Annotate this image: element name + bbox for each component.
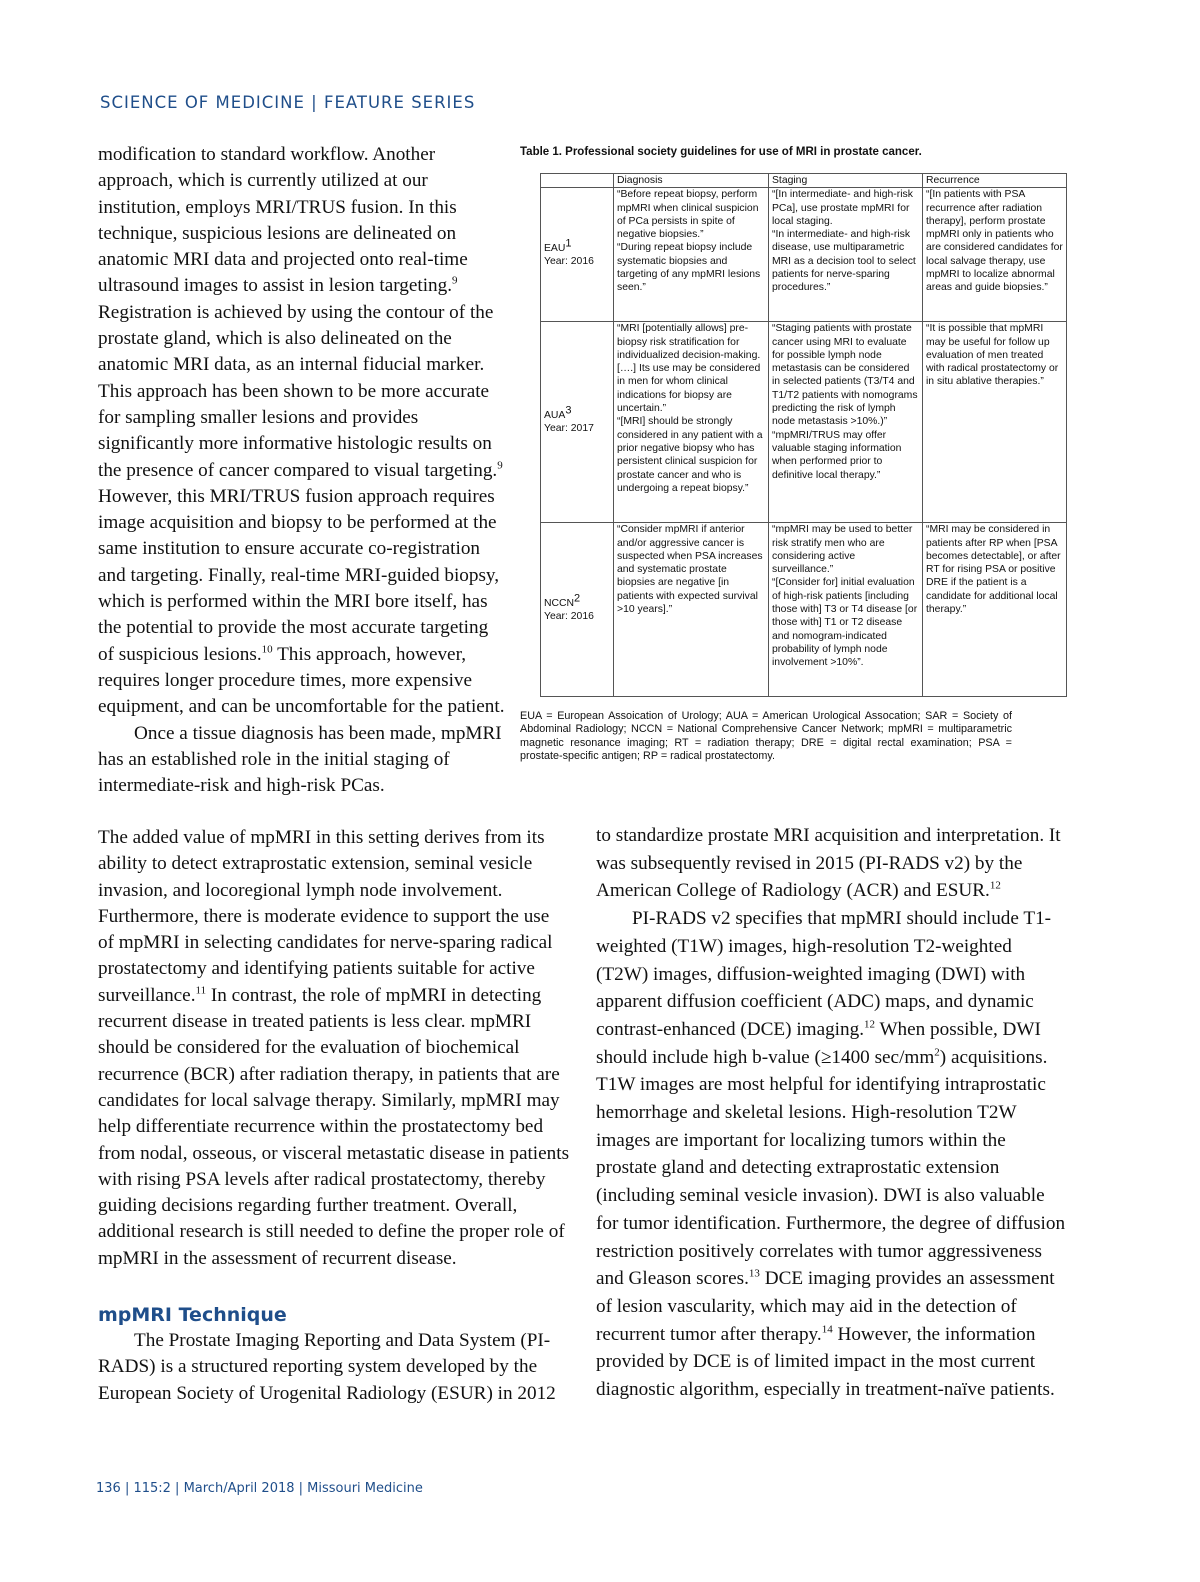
table-row — [541, 322, 1067, 523]
right-column — [596, 822, 1066, 1404]
paragraph: modification to standard workflow. Another approach, which is currently utilized at our institution, employs MRI/TRUS fusion. In this technique, suspicious lesions are delineated on anatomic MRI data and projected onto real-time ultrasound images to assist in lesion targeting.$^9$ Registration is achieved by using the contour of the prostate gland, which is also delineated on the anatomic MRI data, as an internal fiducial marker. This approach has been shown to be more accurate for sampling smaller lesions and provides significantly more informative histologic results on the presence of cancer compared to visual targeting.$^9$ However, this MRI/TRUS fusion approach requires image acquisition and biopsy to be performed at the same institution to ensure accurate co-registration and targeting. Finally, real-time MRI-guided biopsy, which is performed within the MRI bore itself, has the potential to provide the most accurate targeting of suspicious lesions.$^{10}$ This approach, however, requires longer procedure times, more expensive equipment, and can be uncomfortable for the patient. — [98, 144, 505, 718]
table-row — [541, 523, 1067, 697]
paragraph: The added value of mpMRI in this setting derives from its ability to detect extraprostatic extension, seminal vesicle invasion, and locoregional lymph node involvement. Furthermore, there is moderate evidence to support the use of mpMRI in selecting candidates for nerve-sparing radical prostatectomy and identifying patients suitable for active surveillance.$^{11}$ In contrast, the role of mpMRI in detecting recurrent disease in treated patients is less clear. mpMRI should be considered for the evaluation of biochemical recurrence (BCR) after radiation therapy, in patients that are candidates for local salvage therapy. Similarly, mpMRI may help differentiate recurrence within the prostatectomy bed from nodal, osseous, or visceral metastatic disease in patients with rising PSA levels after radical prostatectomy, thereby guiding decisions regarding further treatment. Overall, additional research is still needed to define the proper role of mpMRI in the assessment of recurrent disease. — [98, 827, 570, 1269]
table-cell-org: EAU$^1$ Year: 2016 — [541, 188, 614, 322]
citation: 11 — [195, 984, 207, 997]
table-cell: “MRI [potentially allows] pre-biopsy risk stratification for individualized decision-making. [….] Its use may be considered in men for whom clinical indications for biopsy are uncertain.” “[MRI] should be strongly considered in any patient with a prior negative biopsy who has persistent clinical suspicion for prostate cancer and who is undergoing a repeat biopsy.” — [614, 322, 769, 523]
table-cell: “[In patients with PSA recurrence after radiation therapy], perform prostate mpMRI only in patients who are considered candidates for local salvage therapy, use mpMRI to localize abnormal areas and guide biopsies.” — [923, 188, 1067, 322]
section-heading: mpMRI Technique — [98, 1304, 287, 1327]
citation: 12 — [864, 1018, 875, 1031]
table-header-empty — [541, 174, 614, 188]
table-cell-org: NCCN$^2$ Year: 2016 — [541, 523, 614, 697]
citation: 9 — [497, 459, 503, 472]
table-cell: “Before repeat biopsy, perform mpMRI when clinical suspicion of PCa persists in spite of negative biopsies.” “During repeat biopsy include systematic biopsies and targeting of any mpMRI lesions seen.” — [614, 188, 769, 322]
left-column-bottom — [98, 825, 570, 1407]
table-cell: “[In intermediate- and high-risk PCa], use prostate mpMRI for local staging. “In intermediate- and high-risk disease, use multiparametric MRI as a decision tool to select patients for nerve-sparing procedures.” — [769, 188, 923, 322]
table-cell: “mpMRI may be used to better risk stratify men who are considering active surveillance.” “[Consider for] initial evaluation of high-risk patients [including those with] T3 or T4 disease [or those with] T1 or T2 disease and nomogram-indicated probability of lymph node involvement >10%”. — [769, 523, 923, 697]
paragraph: The Prostate Imaging Reporting and Data System (PI-RADS) is a structured reporting system developed by the European Society of Urogenital Radiology (ESUR) in 2012 — [98, 1330, 556, 1404]
table-header: Diagnosis — [614, 174, 769, 188]
superscript: 2 — [934, 1046, 940, 1059]
table-cell: “Consider mpMRI if anterior and/or aggressive cancer is suspected when PSA increases and systematic prostate biopsies are negative [in patients with expected survival >10 years].” — [614, 523, 769, 697]
table-header: Recurrence — [923, 174, 1067, 188]
table-title: Table 1. Professional society guidelines for use of MRI in prostate cancer. — [520, 146, 922, 158]
table-cell: “MRI may be considered in patients after RP when [PSA becomes detectable], or after RT for rising PSA or positive DRE if the patient is a candidate for additional local therapy.” — [923, 523, 1067, 697]
table-cell: “It is possible that mpMRI may be useful for follow up evaluation of men treated with radical prostatectomy or in situ ablative therapies.” — [923, 322, 1067, 523]
paragraph: PI-RADS v2 specifies that mpMRI should include T1-weighted (T1W) images, high-resolution T2-weighted (T2W) images, diffusion-weighted imaging (DWI) with apparent diffusion coefficient (ADC) maps, and dynamic contrast-enhanced (DCE) imaging.$^{12}$ When possible, DWI should include high b-value (≥1400 $\sec/mm^2$) acquisitions. T1W images are most helpful for identifying intraprostatic hemorrhage and skeletal lesions. High-resolution T2W images are important for localizing tumors within the prostate gland and detecting extraprostatic extension (including seminal vesicle invasion). DWI is also valuable for tumor identification. Furthermore, the degree of diffusion restriction positively correlates with tumor aggressiveness and Gleason scores.$^{13}$ DCE imaging provides an assessment of lesion vascularity, which may aid in the detection of recurrent tumor after therapy.$^{14}$ However, the information provided by DCE is of limited impact in the most current diagnostic algorithm, especially in treatment-naïve patients. — [596, 908, 1066, 1401]
table-cell: “Staging patients with prostate cancer using MRI to evaluate for possible lymph node metastasis can be considered in selected patients (T3/T4 and T1/T2 patients with nomograms predicting the risk of lymph node metastasis >10%.)” “mpMRI/TRUS may offer valuable staging information when performed prior to definitive local therapy.” — [769, 322, 923, 523]
citation: 14 — [821, 1323, 833, 1336]
left-column-top — [98, 142, 508, 799]
guidelines-table — [540, 173, 1067, 697]
table-header: Staging — [769, 174, 923, 188]
running-header: SCIENCE OF MEDICINE | FEATURE SERIES — [100, 93, 476, 112]
citation: 10 — [261, 643, 273, 656]
page-footer: 136 | 115:2 | March/April 2018 | Missouri Medicine — [96, 1481, 423, 1496]
table-footnote: EUA = European Assoication of Urology; AUA = American Urological Assocation; SAR = Society of Abdominal Radiology; NCCN = National Comprehensive Cancer Network; mpMRI = multiparametric magnetic resonance imaging; RT = radiation therapy; DRE = digital rectal examination; PSA = prostate-specific antigen; RP = radical prostatectomy. — [520, 710, 1012, 763]
citation: 12 — [989, 880, 1001, 893]
citation: 9 — [452, 275, 458, 288]
paragraph: Once a tissue diagnosis has been made, mpMRI has an established role in the initial staging of intermediate-risk and high-risk PCas. — [98, 722, 502, 797]
table-row — [541, 188, 1067, 322]
citation: 13 — [748, 1267, 760, 1280]
paragraph: to standardize prostate MRI acquisition and interpretation. It was subsequently revised in 2015 (PI-RADS v2) by the American College of Radiology (ACR) and ESUR.$^{12}$ — [596, 825, 1061, 902]
table-header-row — [541, 174, 1067, 188]
table-cell-org: AUA$^3$ Year: 2017 — [541, 322, 614, 523]
